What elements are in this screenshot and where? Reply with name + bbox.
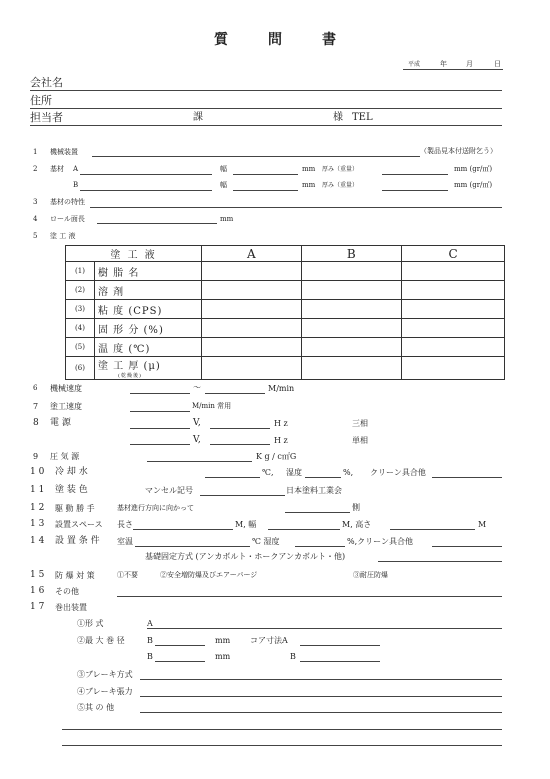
row-no: (2) [66, 281, 95, 300]
item10-num: 1 0 [30, 467, 45, 477]
item14-clean-field[interactable] [432, 546, 502, 547]
item17-b2-field[interactable] [155, 661, 205, 662]
item8-v1-field[interactable] [130, 428, 190, 429]
item10-hum-field[interactable] [305, 477, 341, 478]
table-header-c: C [402, 246, 505, 262]
cell-b[interactable] [301, 338, 402, 357]
item17-b3: B [290, 652, 296, 661]
company-field[interactable] [30, 90, 502, 91]
item2-b-width-field[interactable] [233, 190, 298, 191]
item1-note: （製品見本付送附乞う） [420, 147, 497, 155]
item8-phase1: 単相 [352, 436, 368, 445]
item17-maxdia-mm: mm [215, 636, 231, 645]
row-name: 樹 脂 名 [95, 262, 202, 281]
sama-label: 様 [333, 112, 343, 123]
person-label: 担当者 [30, 111, 63, 124]
cell-b[interactable] [301, 281, 402, 300]
item8-hz1: H z [274, 419, 288, 428]
table-row [66, 357, 505, 380]
item8-v2-field[interactable] [130, 444, 190, 445]
item3-label: 基材の特性 [50, 198, 85, 206]
item13-m2: M, 高さ [342, 520, 372, 529]
item2-a-mm: mm [302, 165, 316, 173]
table-row [66, 300, 505, 319]
item4-field[interactable] [97, 223, 217, 224]
item2-b-mm: mm [302, 181, 316, 189]
cell-b[interactable] [301, 262, 402, 281]
item17-maxdia-field[interactable] [155, 645, 205, 646]
row-name: 塗 工 厚 (μ) [98, 361, 161, 372]
item6-tilde: ～ [193, 383, 201, 392]
item15-opt1[interactable]: ①不要 [117, 571, 138, 579]
item6-label: 機械速度 [50, 384, 82, 393]
cell-a[interactable] [202, 281, 302, 300]
item8-v2: V, [193, 435, 201, 445]
item2-b-field[interactable] [80, 190, 212, 191]
row-no: (1) [66, 262, 95, 281]
row-no: (3) [66, 300, 95, 319]
item17-b2: B [147, 652, 153, 661]
item8-hz2: H z [274, 436, 288, 445]
title-char-2: 問 [268, 32, 282, 48]
item9-num: 9 [33, 452, 39, 461]
item14-hum-field[interactable] [295, 546, 345, 547]
table-row [66, 338, 505, 357]
date-year: 年 [440, 60, 447, 68]
date-day: 日 [494, 60, 501, 68]
company-label: 会社名 [30, 76, 63, 89]
cell-b[interactable] [301, 319, 402, 338]
item12-end: 側 [352, 503, 360, 512]
item11-field[interactable] [200, 495, 285, 496]
date-line [403, 69, 503, 70]
item10-c: ℃, [262, 468, 274, 477]
row-no: (5) [66, 338, 95, 357]
item16-field[interactable] [117, 596, 502, 597]
table-header-name: 塗 工 液 [66, 246, 202, 262]
item17-tension: ④ブレーキ張力 [77, 687, 133, 696]
person-field[interactable] [30, 125, 502, 126]
row-no: (6) [66, 357, 95, 380]
item17-form: ①形 式 [77, 619, 104, 628]
item17-form-a: A [147, 619, 153, 628]
cell-a[interactable] [202, 262, 302, 281]
item6-max-field[interactable] [205, 393, 265, 394]
item17-label: 巻出装置 [55, 603, 87, 612]
item15-opt2[interactable]: ②安全増防爆及びエアーパージ [160, 571, 258, 579]
item11-munsell: マンセル記号 [145, 486, 193, 495]
item7-num: 7 [33, 402, 39, 411]
item15-label: 防 爆 対 策 [55, 571, 95, 580]
cell-a[interactable] [202, 300, 302, 319]
item17-maxdia: ②最 大 巻 径 [77, 636, 125, 645]
table-row [66, 319, 505, 338]
item2-b-unit: mm (gr/㎡) [454, 181, 493, 189]
item17-extra-line-1[interactable] [62, 729, 502, 730]
item9-unit: K g / c㎡G [256, 452, 297, 461]
item13-len-field[interactable] [133, 529, 233, 530]
coating-liquid-table [65, 245, 505, 380]
item8-v1: V, [193, 418, 201, 428]
item2-b-width: 幅 [220, 181, 227, 189]
item13-height-field[interactable] [390, 529, 475, 530]
item16-label: その他 [55, 587, 79, 596]
item2-b-thickness-field[interactable] [382, 190, 448, 191]
item6-num: 6 [33, 384, 38, 392]
row-name: 溶 剤 [95, 281, 202, 300]
item13-num: 1 3 [30, 519, 45, 529]
row-name: 粘 度 (CPS) [95, 300, 202, 319]
item6-unit: M/min [268, 384, 295, 393]
item14-c: ℃ 湿度 [252, 537, 280, 546]
item2-a: A [73, 165, 79, 173]
item17-num: 1 7 [30, 602, 45, 612]
item10-clean: クリーン具合他 [370, 468, 426, 477]
dept-label: 課 [193, 112, 203, 123]
item14-base-field[interactable] [378, 561, 502, 562]
item8-phase3: 三相 [352, 419, 368, 428]
item2-a-width-field[interactable] [233, 174, 298, 175]
cell-c[interactable] [402, 262, 505, 281]
item7-label: 塗工速度 [50, 402, 82, 411]
item8-label: 電 源 [50, 418, 71, 428]
item13-m1: M, 幅 [235, 520, 257, 529]
item3-num: 3 [33, 198, 38, 206]
item4-num: 4 [33, 215, 38, 223]
item11-num: 1 1 [30, 485, 45, 495]
item2-b-thickness: 厚み（重量） [322, 182, 359, 189]
item2-num: 2 [33, 165, 38, 173]
item17-extra-line-2[interactable] [62, 745, 502, 746]
item9-field[interactable] [147, 461, 252, 462]
item1-num: 1 [33, 148, 38, 156]
item15-num: 1 5 [30, 570, 45, 580]
item10-pct: %, [343, 468, 354, 477]
item17-other: ⑤其 の 他 [77, 703, 115, 712]
item14-temp-field[interactable] [135, 546, 250, 547]
item6-min-field[interactable] [130, 393, 190, 394]
item10-clean-field[interactable] [432, 477, 502, 478]
item2-b: B [73, 181, 79, 189]
item5-num: 5 [33, 232, 38, 240]
item2-label: 基材 [50, 165, 64, 173]
item17-tension-field[interactable] [140, 696, 502, 697]
cell-a[interactable] [202, 338, 302, 357]
item14-num: 1 4 [30, 536, 45, 546]
item10-label: 冷 却 水 [55, 467, 88, 477]
item17-b3-field[interactable] [300, 661, 380, 662]
item14-label: 設 置 条 件 [55, 536, 100, 546]
title-char-1: 質 [214, 32, 228, 48]
cell-a[interactable] [202, 357, 302, 380]
item7-field[interactable] [130, 411, 190, 412]
table-row [66, 281, 505, 300]
cell-b[interactable] [301, 357, 402, 380]
row-name-cell [95, 357, 202, 380]
date-era: 平成 [408, 61, 421, 68]
item8-num: 8 [33, 418, 39, 428]
item10-temp-field[interactable] [205, 477, 260, 478]
row-name-sub: (乾燥後) [118, 373, 142, 379]
title-char-3: 書 [322, 32, 336, 48]
table-row [66, 262, 505, 281]
item4-label: ロール面長 [50, 215, 85, 223]
cell-c[interactable] [402, 338, 505, 357]
cell-a[interactable] [202, 319, 302, 338]
item15-opt3[interactable]: ③耐圧防爆 [353, 571, 388, 579]
cell-c[interactable] [402, 281, 505, 300]
cell-c[interactable] [402, 300, 505, 319]
cell-c[interactable] [402, 357, 505, 380]
table-header-b: B [301, 246, 402, 262]
item14-room: 室温 [117, 537, 133, 546]
item17-mm2: mm [215, 652, 231, 661]
item2-a-field[interactable] [80, 174, 212, 175]
item3-field[interactable] [90, 207, 502, 208]
item12-field[interactable] [285, 512, 350, 513]
item17-other-field[interactable] [140, 712, 502, 713]
date-month: 月 [466, 60, 473, 68]
item2-a-unit: mm (gr/㎡) [454, 165, 493, 173]
item16-num: 1 6 [30, 586, 45, 596]
item12-mid: 基材進行方向に向かって [117, 504, 194, 512]
item13-width-field[interactable] [268, 529, 340, 530]
table-header-a: A [202, 246, 302, 262]
item9-label: 圧 気 源 [50, 452, 80, 461]
item8-hz2-field[interactable] [210, 444, 270, 445]
address-field[interactable] [30, 108, 502, 109]
cell-b[interactable] [301, 300, 402, 319]
cell-c[interactable] [402, 319, 505, 338]
item4-unit: mm [220, 215, 234, 223]
item12-label: 駆 動 勝 手 [55, 504, 95, 513]
item17-core-field[interactable] [300, 645, 380, 646]
item14-base: 基礎固定方式 (アンカボルト・ホークアンカボルト・他) [145, 552, 346, 561]
table-header-row [66, 246, 505, 262]
row-name: 温 度 (℃) [95, 338, 202, 357]
item17-brake: ③ブレーキ方式 [77, 670, 133, 679]
item17-core: コア寸法A [250, 636, 288, 645]
item17-form-field[interactable] [147, 628, 502, 629]
item17-brake-field[interactable] [140, 679, 502, 680]
item2-a-width: 幅 [220, 165, 227, 173]
item1-field[interactable] [92, 156, 420, 157]
item10-hum: 湿度 [286, 468, 302, 477]
item2-a-thickness: 厚み（重量） [322, 166, 359, 173]
row-no: (4) [66, 319, 95, 338]
item13-len: 長さ [117, 520, 133, 529]
item11-label: 塗 装 色 [55, 485, 88, 495]
item12-num: 1 2 [30, 503, 45, 513]
row-name: 固 形 分 (%) [95, 319, 202, 338]
item2-a-thickness-field[interactable] [382, 174, 448, 175]
item13-label: 設置スペース [55, 520, 103, 529]
tel-label: TEL [352, 112, 373, 123]
item11-end: 日本塗料工業会 [286, 486, 342, 495]
item1-label: 機械装置 [50, 148, 78, 156]
item17-maxdia-b: B [147, 636, 153, 645]
item8-hz1-field[interactable] [210, 428, 270, 429]
address-label: 住所 [30, 94, 52, 107]
item7-unit: M/min 常用 [192, 402, 232, 410]
item5-label: 塗 工 液 [50, 232, 76, 240]
item13-m3: M [478, 520, 487, 529]
item14-pct: %,クリーン具合他 [347, 537, 413, 546]
